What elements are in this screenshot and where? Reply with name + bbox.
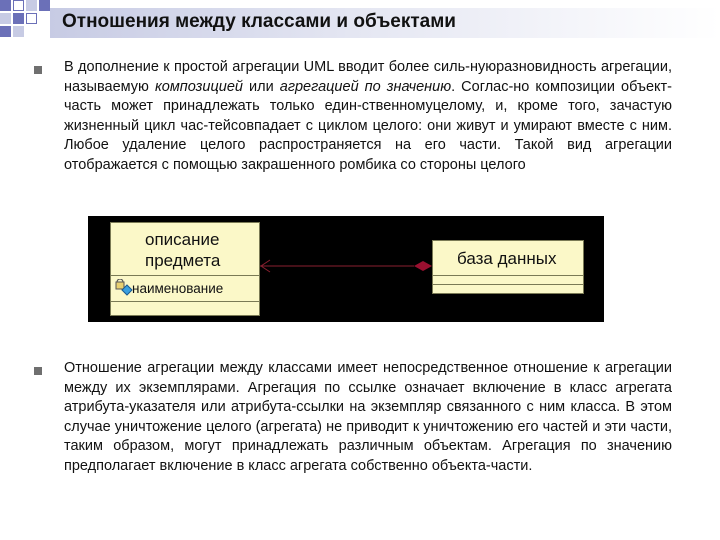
class-name: база данных (457, 249, 557, 268)
paragraph-text: В дополнение к простой агрегации UML вводит более силь-нуюразновидность агрегации, называемую (64, 59, 672, 95)
class-separator (111, 275, 259, 276)
class-box-database (432, 240, 584, 294)
class-separator (433, 275, 583, 276)
paragraph-aggregation (64, 359, 672, 476)
paragraph-composition (64, 58, 672, 175)
class-name-line2: предмета (145, 251, 221, 270)
paragraph-text: или (242, 78, 280, 95)
class-separator (433, 284, 583, 285)
emphasis-value-aggregation: агрегацией по значению (279, 78, 452, 95)
slide-title: Отношения между классами и объектами (62, 11, 456, 32)
class-name-line1: описание (145, 230, 220, 249)
class-box-description (110, 222, 260, 316)
bullet-marker (34, 367, 42, 375)
class-attribute: наименование (132, 281, 224, 296)
class-separator (111, 301, 259, 302)
paragraph-text: Отношение агрегации между классами имеет непосредственное отношение к агрегации между их экземплярами. Агрегация по ссылке означает включение в класс агрегата атрибута-указателя или атрибута-ссылки на экземпляр связанного с ним класса. В этом случае уничтожение целого (агрегата) не приводит к уничтожению его частей и эти части, таким образом, могут принадлежать различным объектам. Агрегация по значению предполагает включение в класс агрегата собственно объекта-части. (64, 360, 672, 474)
composition-diamond (414, 261, 432, 271)
uml-composition-diagram (88, 216, 604, 322)
bullet-marker (34, 66, 42, 74)
paragraph-text: . Соглас-но композиции объект-часть может принадлежать только един-ственномуцелому, и, кроме того, зачастую жизненный цикл час-тейсовпадает с циклом целого: они живут и умирают вместе с ним. Любое удаление целого распространяется на его части. Такой вид агрегации отображается с помощью закрашенного ромбика со стороны целого (64, 78, 672, 173)
emphasis-composition: композицией (154, 78, 243, 95)
corner-decoration (0, 0, 56, 40)
